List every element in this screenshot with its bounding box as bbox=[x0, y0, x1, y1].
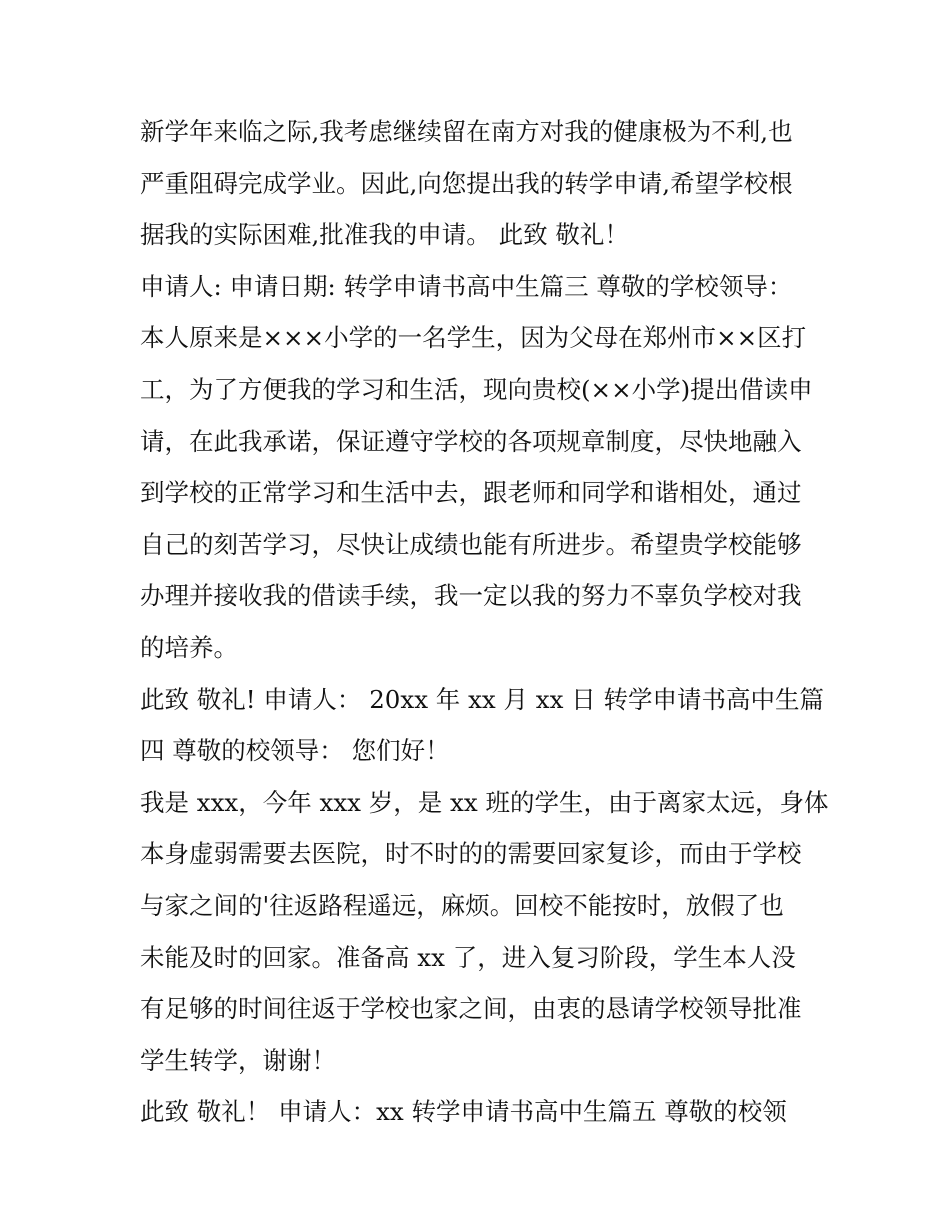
text-line-20: 此致 敬礼！ 申请人：xx 转学申请书高中生篇五 尊敬的校领 bbox=[140, 1097, 787, 1127]
text-line-13: 四 尊敬的校领导： 您们好！ bbox=[140, 736, 450, 766]
text-line-3: 据我的实际困难,批准我的申请。 此致 敬礼！ bbox=[140, 220, 629, 250]
text-line-7: 请，在此我承诺，保证遵守学校的各项规章制度，尽快地融入 bbox=[140, 426, 802, 456]
text-line-11: 的培养。 bbox=[140, 632, 238, 662]
text-line-6: 工，为了方便我的学习和生活，现向贵校(××小学)提出借读申 bbox=[140, 374, 813, 404]
text-line-19: 学生转学，谢谢！ bbox=[140, 1045, 336, 1075]
text-line-16: 与家之间的'往返路程遥远，麻烦。回校不能按时，放假了也 bbox=[140, 890, 784, 920]
text-line-4: 申请人: 申请日期: 转学申请书高中生篇三 尊敬的学校领导： bbox=[140, 271, 793, 301]
text-line-17: 未能及时的回家。准备高 xx 了，进入复习阶段，学生本人没 bbox=[140, 942, 796, 972]
text-line-5: 本人原来是×××小学的一名学生，因为父母在郑州市××区打 bbox=[140, 323, 807, 353]
text-line-10: 办理并接收我的借读手续，我一定以我的努力不辜负学校对我 bbox=[140, 581, 802, 611]
text-line-2: 严重阻碍完成学业。因此,向您提出我的转学申请,希望学校根 bbox=[140, 168, 793, 198]
text-line-14: 我是 xxx，今年 xxx 岁，是 xx 班的学生，由于离家太远，身体 bbox=[140, 787, 829, 817]
text-line-9: 自己的刻苦学习，尽快让成绩也能有所进步。希望贵学校能够 bbox=[140, 529, 802, 559]
text-line-15: 本身虚弱需要去医院，时不时的的需要回家复诊，而由于学校 bbox=[140, 839, 802, 869]
text-line-1: 新学年来临之际,我考虑继续留在南方对我的健康极为不利,也 bbox=[140, 117, 793, 146]
document-body bbox=[140, 106, 830, 1138]
text-line-12: 此致 敬礼! 申请人： 20xx 年 xx 月 xx 日 转学申请书高中生篇 bbox=[140, 684, 825, 714]
text-line-18: 有足够的时间往返于学校也家之间，由衷的恳请学校领导批准 bbox=[140, 994, 802, 1024]
text-line-8: 到学校的正常学习和生活中去，跟老师和同学和谐相处，通过 bbox=[140, 478, 802, 508]
